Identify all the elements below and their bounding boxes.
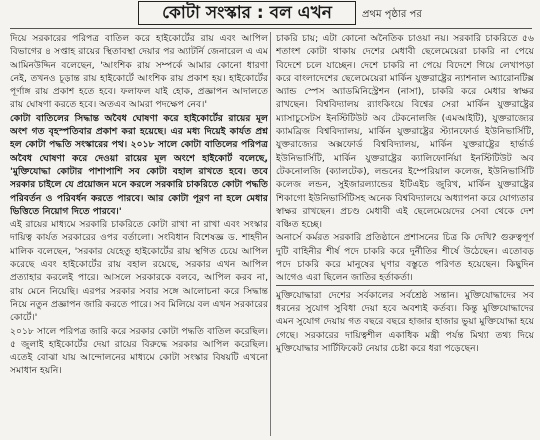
right-paragraph-2: অনার্সে কর্মরত সরকারি প্রতিষ্ঠানে প্রশাসনের চিত্র কি দেখি? গুরুত্বপূর্ণ দুটি বাহিনীর শীর্ষ পদে চাকরি করে দুর্নীতির শীর্ষে উঠেছেন। এতোবড় পদে চাকরি করে মানুষের ঘৃণার বস্তুতে পরিণত হয়েছেন। কিছুদিন আগেও এরা ছিলেন জাতির হর্তাকর্তা। bbox=[276, 232, 534, 284]
header-rule bbox=[10, 28, 532, 29]
headline: কোটা সংস্কার : বল এখন bbox=[138, 1, 356, 25]
left-paragraph-3: এই রায়ের মাধ্যমে সরকারি চাকরিতে কোটা রাখা না রাখা এবং সংস্কার দায়িত্ব কার্যত সরকারের ওপর বর্তালো। সংবিধান বিশেষজ্ঞ ড. শাহদীন মালিক বলেছেন, 'সরকার যেহেতু হাইকোর্টের রায় স্থগিত চেয়ে আপিল করেছে এবং হাইকোর্টের রায় বহাল রয়েছে, সরকার এখন আপিল প্রত্যাহার করলেই পারে। আসলে সরকারকে বলবে, আপিল করব না, রায় মেনে নিয়েছি। এরপর সরকার সবার সঙ্গে আলোচনা করে সিদ্ধান্ত নিয়ে নতুন প্রজ্ঞাপন জারি করতে পারে। সব মিলিয়ে বল এখন সরকারের কোর্টে।' bbox=[10, 219, 268, 324]
left-paragraph-2: কোটা বাতিলের সিদ্ধান্ত অবৈধ ঘোষণা করে হাইকোর্টের রায়ের মূল অংশ গত বৃহস্পতিবার প্রকাশ করা হয়েছে। এর মধ্য দিয়েই কার্যত প্রশ্ন হল কোটা পদ্ধতি সংস্কারের পথ। ২০১৮ সালে কোটা বাতিলের পরিপত্র অবৈধ ঘোষণা করে দেওয়া রায়ের মূল অংশে হাইকোর্ট বলেছে, 'মুক্তিযোদ্ধা কোটার পাশাপাশি সব কোটা বহাল রাখতে হবে। তবে সরকার চাইলে যে প্রয়োজন মনে করলে সরকারি চাকরিতে কোটা পদ্ধতি পরিবর্তন ও পরিবর্ধন করতে পারবে। আর কোটা পূরণ না হলে মেধার ভিত্তিতে নিয়োগ দিতে পারবে।' bbox=[10, 112, 268, 217]
right-paragraph-3: মুক্তিযোদ্ধারা দেশের সর্বকালের সর্বশ্রেষ্ঠ সন্তান। মুক্তিযোদ্ধাদের সব ধরনের সুযোগ সুবিধা দেয়া হবে অবশ্যই কর্তব্য। কিন্তু মুক্তিযোদ্ধাদের এমন সুযোগ দেয়ায় গত বছরে বছরে হাজার হাজার ভুয়া মুক্তিযোদ্ধা হয়ে গেছে। সরকারের দায়িত্বশীল একাধিক মন্ত্রী পর্যন্ত মিথ্যা তথ্য দিয়ে মুক্তিযোদ্ধার সার্টিফিকেট নেয়ার চেষ্টা করে ধরা পড়েছেন। bbox=[276, 285, 534, 355]
column-divider bbox=[270, 32, 271, 436]
continued-from-label: প্রথম পৃষ্ঠার পর bbox=[362, 9, 422, 20]
left-paragraph-1: দিয়ে সরকারের পরিপত্র বাতিল করে হাইকোর্টের রায় এবং আপিল বিভাগের ৪ সপ্তাহ রায়ের স্থিতাবস্থা দেয়ার পর অ্যাটর্নি জেনারেল এ এম আমিনউদ্দিন বলেছেন, 'আংশিক রায় সম্পর্কে আমার কোনো ধারণা নেই, তখনও চূড়ান্ত রায় হাইকোর্টে আংশিক রায় প্রকাশ হয়। হাইকোর্টের পূর্ণাঙ্গ রায় প্রকাশ হতে হবে। ফলাফল যাই হোক, প্রজ্ঞাপন আদালতে রায় ঘোষণা করতে হবে। অতএব আমরা পদক্ষেপ নেব।' bbox=[10, 33, 268, 111]
headline-row bbox=[0, 0, 540, 28]
left-column bbox=[10, 32, 268, 436]
right-paragraph-1: চাকরি চায়; এটা কোনো অনৈতিক চাওয়া নয়। সরকারি চাকরিতে ৫৬ শতাংশ কোটা থাকায় দেশের মেধাবী ছেলেমেয়েরা চাকরি না পেয়ে বিদেশে চলে যাচ্ছেন। দেশে চাকরি না পেয়ে বিদেশে গিয়ে লেখাপড়া করে বাংলাদেশের ছেলেমেয়েরা মার্কিন যুক্তরাষ্ট্রের ন্যাশনাল অ্যারোনটিক্স অ্যান্ড স্পেস অ্যাডমিনিস্ট্রেশন (নাসা), চাকরি করে মেধার স্বাক্ষর রাখছেন। বিশ্ববিদ্যালয় র‌্যাংকিংয়ে বিশ্বের সেরা মার্কিন যুক্তরাষ্ট্রের ম্যাসাচুসেটস ইনস্টিটিউট অব টেকনোলজি (এমআইটি), যুক্তরাজ্যের ক্যামব্রিজ বিশ্ববিদ্যালয়, মার্কিন যুক্তরাষ্ট্রের স্ট্যানফোর্ড ইউনিভার্সিটি, যুক্তরাজ্যের অক্সফোর্ড বিশ্ববিদ্যালয়, মার্কিন যুক্তরাষ্ট্রের হার্ভার্ড ইউনিভার্সিটি, মার্কিন যুক্তরাষ্ট্রের ক্যালিফোর্নিয়া ইনস্টিটিউট অব টেকনোলজি (ক্যালটেক), লন্ডনের ইম্পেরিয়াল কলেজ, ইউনিভার্সিটি কলেজ লন্ডন, সুইজারল্যান্ডের ইটিএইচ জুরিখ, মার্কিন যুক্তরাষ্ট্রের শিকাগো ইউনিভার্সিটিসহ অনেক বিশ্ববিদ্যালয়ে অধ্যাপনা করে যোগ্যতার স্বাক্ষর রাখছেন। প্রচণ্ড মেধাবী এই ছেলেমেয়েদের সেবা থেকে দেশ বঞ্চিত হচ্ছে। bbox=[276, 33, 534, 231]
right-column bbox=[276, 32, 534, 436]
left-paragraph-4: ২০১৮ সালে পরিপত্র জারি করে সরকার কোটা পদ্ধতি বাতিল করেছিল। ৫ জুলাই হাইকোর্টের দেয়া রায়ের বিরুদ্ধে সরকার আপিল করেছিল। এতেই বোঝা যায় আন্দোলনের মাধ্যমে কোটা সংস্কার বিষয়টি এখনো সমাধান হয়নি। bbox=[10, 325, 268, 377]
